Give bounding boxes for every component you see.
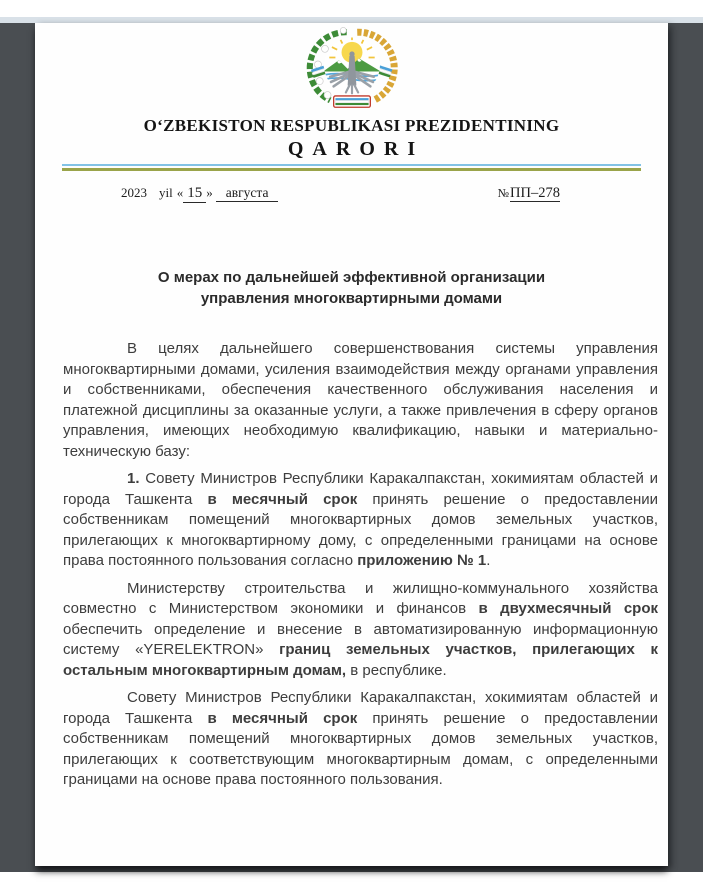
emblem-container xyxy=(35,23,668,115)
number-sign: № xyxy=(497,186,510,200)
document-title xyxy=(35,267,668,309)
flag-colors-divider xyxy=(62,164,641,171)
document-body xyxy=(63,339,658,791)
document-title-line-2: управления многоквартирными домами xyxy=(200,290,503,307)
document-number-value: ПП–278 xyxy=(510,185,560,201)
date-month: августа xyxy=(216,185,279,202)
document-title-line-1: О мерах по дальнейшей эффективной организации xyxy=(157,269,546,286)
date-yil-label: yil xyxy=(159,185,173,200)
document-type-heading: QARORI xyxy=(287,138,425,160)
date-filled-blank xyxy=(121,185,278,203)
document-viewer-backdrop xyxy=(0,23,703,872)
issuing-authority-line: O‘ZBEKISTON RESPUBLIKASI PREZIDENTINING xyxy=(143,116,560,135)
dateline xyxy=(121,185,560,203)
date-close-quote: » xyxy=(206,185,213,200)
date-day: 15 xyxy=(183,185,206,203)
uzbekistan-state-emblem-icon xyxy=(304,26,400,110)
paragraph-preamble: В целях дальнейшего совершенствования системы управления многоквартирными домами, усиления взаимодействия между органами управления и собственниками, обеспечения качественного обслуживания населения и платежной дисциплины за оказанные услуги, а также привлечения в сферу органов управления, имеющих необходимую квалификацию, навыки и материально-техническую базу: xyxy=(63,340,658,460)
date-open-quote: « xyxy=(176,185,184,200)
document-number xyxy=(498,185,560,202)
paragraph-council: Совету Министров Республики Каракалпакстан, хокимиятам областей и города Ташкента в месячный срок принять решение о предоставлении собственникам помещений многоквартирных домов земельных участков, прилегающих к соответствующим многоквартирным домам, с определенными границами на основе права постоянного пользования. xyxy=(63,689,658,788)
window-top-strip xyxy=(0,0,703,17)
paragraph-ministry: Министерству строительства и жилищно-коммунального хозяйства совместно с Министерством экономики и финансов в двухмесячный срок обеспечить определение и внесение в автоматизированную информационную систему «YERELEKTRON» границ земельных участков, прилегающих к остальным многоквартирным домам, в республике. xyxy=(63,579,658,679)
paragraph-item-1: 1. Совету Министров Республики Каракалпакстан, хокимиятам областей и города Ташкента в месячный срок принять решение о предоставлении собственникам помещений многоквартирных домов земельных участков, прилегающих к многоквартирному дому, с определенными границами на основе права постоянного пользования согласно приложению № 1. xyxy=(63,470,658,569)
date-year: 2023 xyxy=(121,185,147,200)
document-page xyxy=(35,23,668,866)
